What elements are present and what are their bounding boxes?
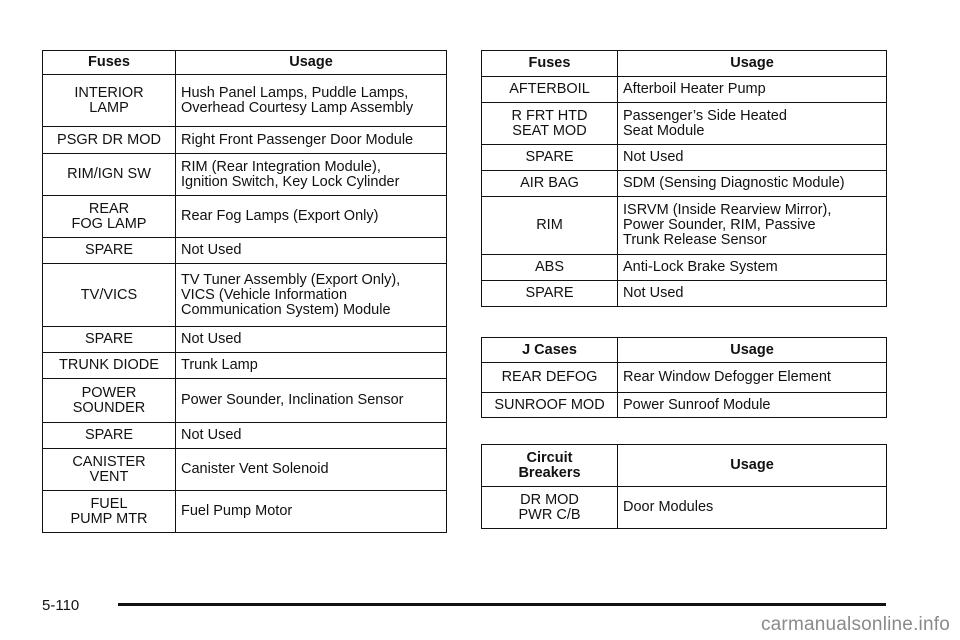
component-cell: ABS xyxy=(482,255,618,281)
component-cell: AFTERBOIL xyxy=(482,77,618,103)
usage-cell: Canister Vent Solenoid xyxy=(176,449,447,491)
table-header-row xyxy=(43,51,447,75)
left-fuse-table xyxy=(42,50,447,533)
component-cell: SPARE xyxy=(482,281,618,307)
table-header-row xyxy=(482,51,887,77)
table-row xyxy=(43,154,447,196)
table-row xyxy=(43,423,447,449)
component-cell: RIM/IGN SW xyxy=(43,154,176,196)
usage-header: Usage xyxy=(618,51,887,77)
component-cell: DR MOD PWR C/B xyxy=(482,487,618,529)
usage-cell: Right Front Passenger Door Module xyxy=(176,127,447,154)
usage-cell: Power Sounder, Inclination Sensor xyxy=(176,379,447,423)
table-row xyxy=(482,393,887,418)
table-header-row xyxy=(482,338,887,363)
page-number: 5-110 xyxy=(42,597,80,614)
component-cell: PSGR DR MOD xyxy=(43,127,176,154)
component-cell: AIR BAG xyxy=(482,171,618,197)
component-cell: REAR FOG LAMP xyxy=(43,196,176,238)
table-row xyxy=(43,196,447,238)
footer-rule xyxy=(118,603,886,606)
component-cell: R FRT HTD SEAT MOD xyxy=(482,103,618,145)
table-row xyxy=(482,363,887,393)
component-cell: SPARE xyxy=(43,423,176,449)
component-cell: TV/VICS xyxy=(43,264,176,327)
table-row xyxy=(43,238,447,264)
right-fuse-table xyxy=(481,50,887,307)
usage-header: Usage xyxy=(618,338,887,363)
usage-cell: Passenger’s Side Heated Seat Module xyxy=(618,103,887,145)
usage-cell: Not Used xyxy=(176,423,447,449)
fuses-header: Fuses xyxy=(43,51,176,75)
component-cell: SPARE xyxy=(43,327,176,353)
usage-cell: Trunk Lamp xyxy=(176,353,447,379)
usage-cell: Anti-Lock Brake System xyxy=(618,255,887,281)
table-header-row xyxy=(482,445,887,487)
j-cases-header: J Cases xyxy=(482,338,618,363)
table-row xyxy=(43,353,447,379)
table-row xyxy=(43,327,447,353)
component-cell: CANISTER VENT xyxy=(43,449,176,491)
usage-cell: Not Used xyxy=(618,145,887,171)
table-row xyxy=(43,75,447,127)
component-cell: POWER SOUNDER xyxy=(43,379,176,423)
usage-cell: SDM (Sensing Diagnostic Module) xyxy=(618,171,887,197)
usage-cell: Power Sunroof Module xyxy=(618,393,887,418)
table-row xyxy=(43,264,447,327)
usage-cell: Fuel Pump Motor xyxy=(176,491,447,533)
table-row xyxy=(482,281,887,307)
table-row xyxy=(482,171,887,197)
table-row xyxy=(43,127,447,154)
j-cases-table xyxy=(481,337,887,418)
usage-cell: Not Used xyxy=(176,238,447,264)
table-row xyxy=(43,379,447,423)
component-cell: SUNROOF MOD xyxy=(482,393,618,418)
usage-cell: Door Modules xyxy=(618,487,887,529)
component-cell: RIM xyxy=(482,197,618,255)
component-cell: FUEL PUMP MTR xyxy=(43,491,176,533)
table-row xyxy=(482,197,887,255)
usage-header: Usage xyxy=(618,445,887,487)
usage-cell: Rear Window Defogger Element xyxy=(618,363,887,393)
usage-header: Usage xyxy=(176,51,447,75)
table-row xyxy=(43,449,447,491)
circuit-breakers-header: Circuit Breakers xyxy=(482,445,618,487)
usage-cell: Rear Fog Lamps (Export Only) xyxy=(176,196,447,238)
usage-cell: Afterboil Heater Pump xyxy=(618,77,887,103)
table-row xyxy=(482,255,887,281)
fuses-header: Fuses xyxy=(482,51,618,77)
table-row xyxy=(482,77,887,103)
usage-cell: Not Used xyxy=(176,327,447,353)
usage-cell: Not Used xyxy=(618,281,887,307)
usage-cell: RIM (Rear Integration Module), Ignition Switch, Key Lock Cylinder xyxy=(176,154,447,196)
circuit-breakers-table xyxy=(481,444,887,529)
table-row xyxy=(482,145,887,171)
table-row xyxy=(43,491,447,533)
component-cell: REAR DEFOG xyxy=(482,363,618,393)
table-row xyxy=(482,487,887,529)
component-cell: SPARE xyxy=(482,145,618,171)
table-row xyxy=(482,103,887,145)
watermark: carmanualsonline.info xyxy=(760,614,950,635)
usage-cell: TV Tuner Assembly (Export Only), VICS (Vehicle Information Communication System) Module xyxy=(176,264,447,327)
component-cell: TRUNK DIODE xyxy=(43,353,176,379)
component-cell: SPARE xyxy=(43,238,176,264)
usage-cell: ISRVM (Inside Rearview Mirror), Power Sounder, RIM, Passive Trunk Release Sensor xyxy=(618,197,887,255)
usage-cell: Hush Panel Lamps, Puddle Lamps, Overhead Courtesy Lamp Assembly xyxy=(176,75,447,127)
component-cell: INTERIOR LAMP xyxy=(43,75,176,127)
